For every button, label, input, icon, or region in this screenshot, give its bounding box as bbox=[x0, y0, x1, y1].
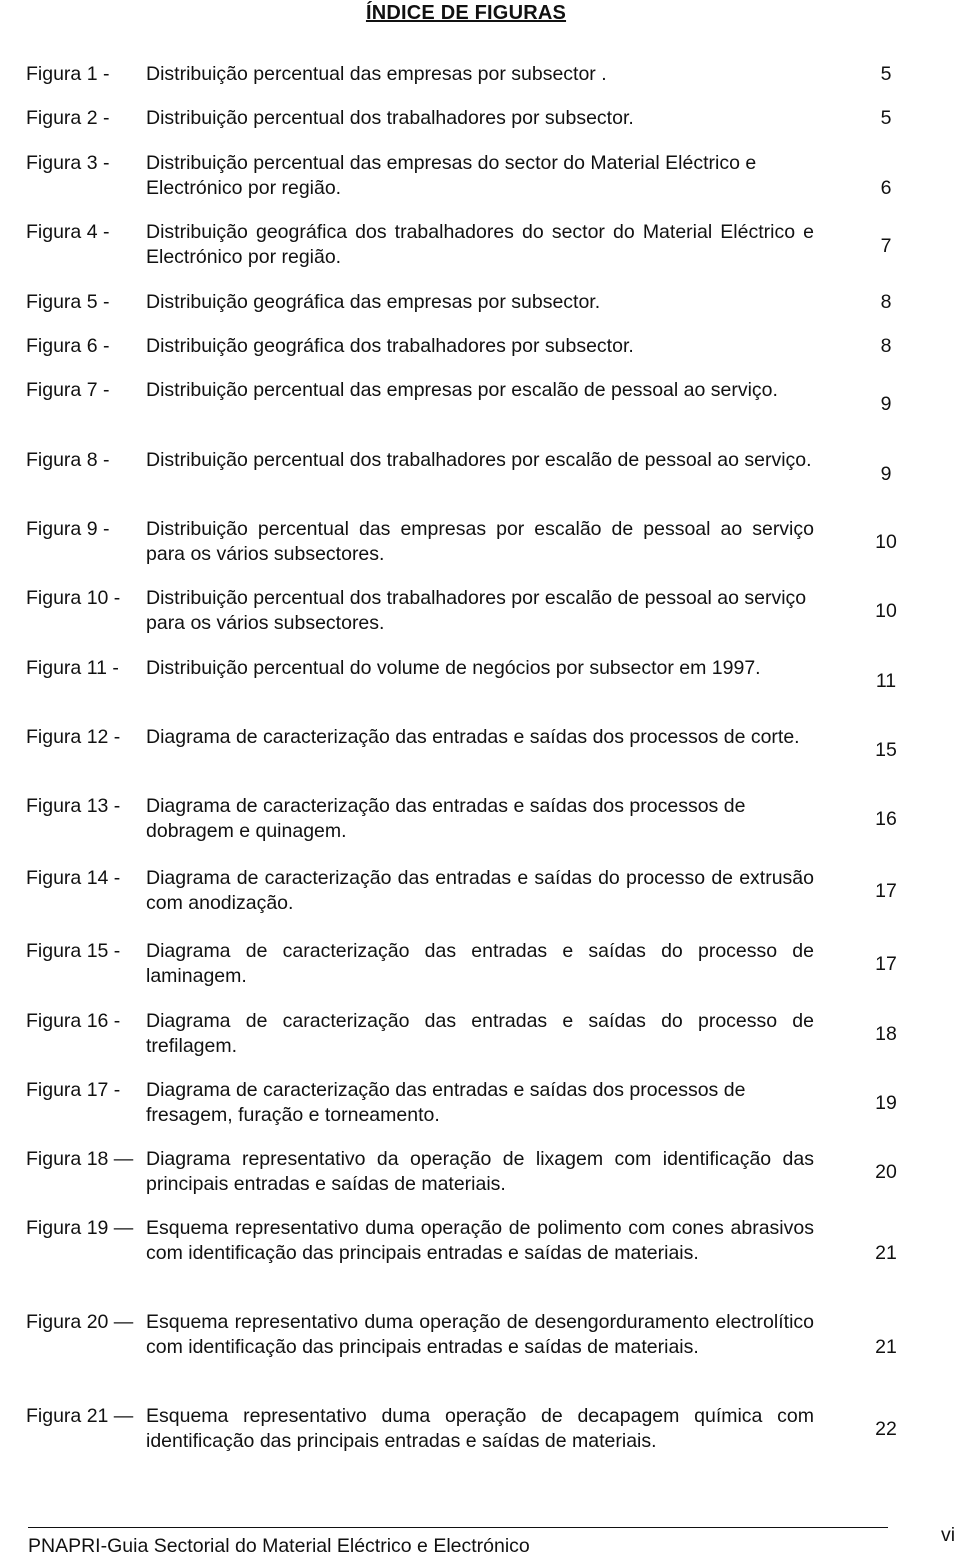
figure-label: Figura 4 - bbox=[26, 221, 110, 243]
figure-page-number: 22 bbox=[875, 1418, 897, 1440]
figure-page-number: 9 bbox=[880, 463, 892, 485]
figure-page-number: 6 bbox=[880, 177, 892, 199]
figure-page-number: 18 bbox=[875, 1023, 897, 1045]
figure-description: Diagrama de caracterização das entradas e saídas dos processos de fresagem, furação e torneamento. bbox=[146, 1079, 746, 1126]
figure-description: Diagrama de caracterização das entradas e saídas dos processos de dobragem e quinagem. bbox=[146, 795, 746, 842]
figure-page-number: 5 bbox=[880, 107, 892, 129]
figure-label: Figura 5 - bbox=[26, 291, 110, 313]
figure-description: Distribuição percentual do volume de negócios por subsector em 1997. bbox=[146, 657, 761, 679]
figure-label: Figura 8 - bbox=[26, 449, 110, 471]
figure-label: Figura 19 — bbox=[26, 1217, 134, 1239]
figure-label: Figura 20 — bbox=[26, 1311, 134, 1333]
figure-label: Figura 1 - bbox=[26, 63, 110, 85]
figure-description: Distribuição geográfica dos trabalhadores por subsector. bbox=[146, 335, 634, 357]
figure-label: Figura 14 - bbox=[26, 867, 121, 889]
figure-label: Figura 7 - bbox=[26, 379, 110, 401]
figure-description: Distribuição geográfica dos trabalhadores do sector do Material Eléctrico e Electrónico por região. bbox=[146, 221, 814, 268]
figure-page-number: 19 bbox=[875, 1092, 897, 1114]
figure-description: Distribuição percentual dos trabalhadores por escalão de pessoal ao serviço para os vários subsectores. bbox=[146, 587, 807, 634]
figure-description: Esquema representativo duma operação de polimento com cones abrasivos com identificação das principais entradas e saídas de materiais. bbox=[146, 1217, 814, 1264]
figure-label: Figura 16 - bbox=[26, 1010, 121, 1032]
figure-label: Figura 13 - bbox=[26, 795, 121, 817]
footer-page-number: vi bbox=[941, 1524, 956, 1546]
figure-description: Distribuição percentual das empresas por escalão de pessoal ao serviço. bbox=[146, 379, 778, 401]
figure-description: Diagrama representativo da operação de lixagem com identificação das principais entradas e saídas de materiais. bbox=[146, 1148, 814, 1195]
page-title: ÍNDICE DE FIGURAS bbox=[365, 2, 567, 24]
figure-label: Figura 18 — bbox=[26, 1148, 134, 1170]
figure-label: Figura 21 — bbox=[26, 1405, 134, 1427]
figure-page-number: 5 bbox=[880, 63, 892, 85]
figure-page-number: 21 bbox=[875, 1336, 897, 1358]
figure-page-number: 16 bbox=[875, 808, 897, 830]
figure-description: Distribuição geográfica das empresas por subsector. bbox=[146, 291, 601, 313]
figure-page-number: 10 bbox=[875, 600, 897, 622]
figure-label: Figura 17 - bbox=[26, 1079, 121, 1101]
figure-description: Esquema representativo duma operação de decapagem química com identificação das principais entradas e saídas de materiais. bbox=[146, 1405, 814, 1452]
figure-label: Figura 3 - bbox=[26, 152, 110, 174]
figure-description: Distribuição percentual das empresas por escalão de pessoal ao serviço para os vários subsectores. bbox=[146, 518, 814, 565]
figure-description: Diagrama de caracterização das entradas e saídas do processo de trefilagem. bbox=[146, 1010, 814, 1057]
figure-page-number: 20 bbox=[875, 1161, 897, 1183]
figure-page-number: 8 bbox=[880, 335, 892, 357]
figure-description: Diagrama de caracterização das entradas e saídas do processo de laminagem. bbox=[146, 940, 814, 987]
figure-description: Diagrama de caracterização das entradas e saídas dos processos de corte. bbox=[146, 726, 800, 748]
figure-description: Distribuição percentual dos trabalhadores por escalão de pessoal ao serviço. bbox=[146, 449, 812, 471]
figure-label: Figura 11 - bbox=[26, 657, 119, 679]
figure-label: Figura 9 - bbox=[26, 518, 110, 540]
figure-label: Figura 12 - bbox=[26, 726, 121, 748]
figure-page-number: 15 bbox=[875, 739, 897, 761]
figure-description: Diagrama de caracterização das entradas e saídas do processo de extrusão com anodização. bbox=[146, 867, 814, 914]
figure-page-number: 7 bbox=[880, 235, 892, 257]
figure-description: Distribuição percentual dos trabalhadores por subsector. bbox=[146, 107, 634, 129]
figure-label: Figura 6 - bbox=[26, 335, 110, 357]
figure-page-number: 8 bbox=[880, 291, 892, 313]
figure-page-number: 10 bbox=[875, 531, 897, 553]
figure-description: Esquema representativo duma operação de desengorduramento electrolítico com identificação das principais entradas e saídas de materiais. bbox=[146, 1311, 814, 1358]
figure-label: Figura 2 - bbox=[26, 107, 110, 129]
figure-page-number: 17 bbox=[875, 880, 897, 902]
figure-page-number: 9 bbox=[880, 393, 892, 415]
figure-description: Distribuição percentual das empresas por subsector . bbox=[146, 63, 607, 85]
figure-page-number: 11 bbox=[875, 670, 897, 692]
figure-page-number: 21 bbox=[875, 1242, 897, 1264]
figure-label: Figura 10 - bbox=[26, 587, 121, 609]
footer-text: PNAPRI-Guia Sectorial do Material Eléctrico e Electrónico bbox=[28, 1535, 530, 1557]
figure-page-number: 17 bbox=[875, 953, 897, 975]
figure-description: Distribuição percentual das empresas do sector do Material Eléctrico e Electrónico por região. bbox=[146, 152, 757, 199]
figure-label: Figura 15 - bbox=[26, 940, 121, 962]
footer-divider bbox=[28, 1527, 888, 1528]
